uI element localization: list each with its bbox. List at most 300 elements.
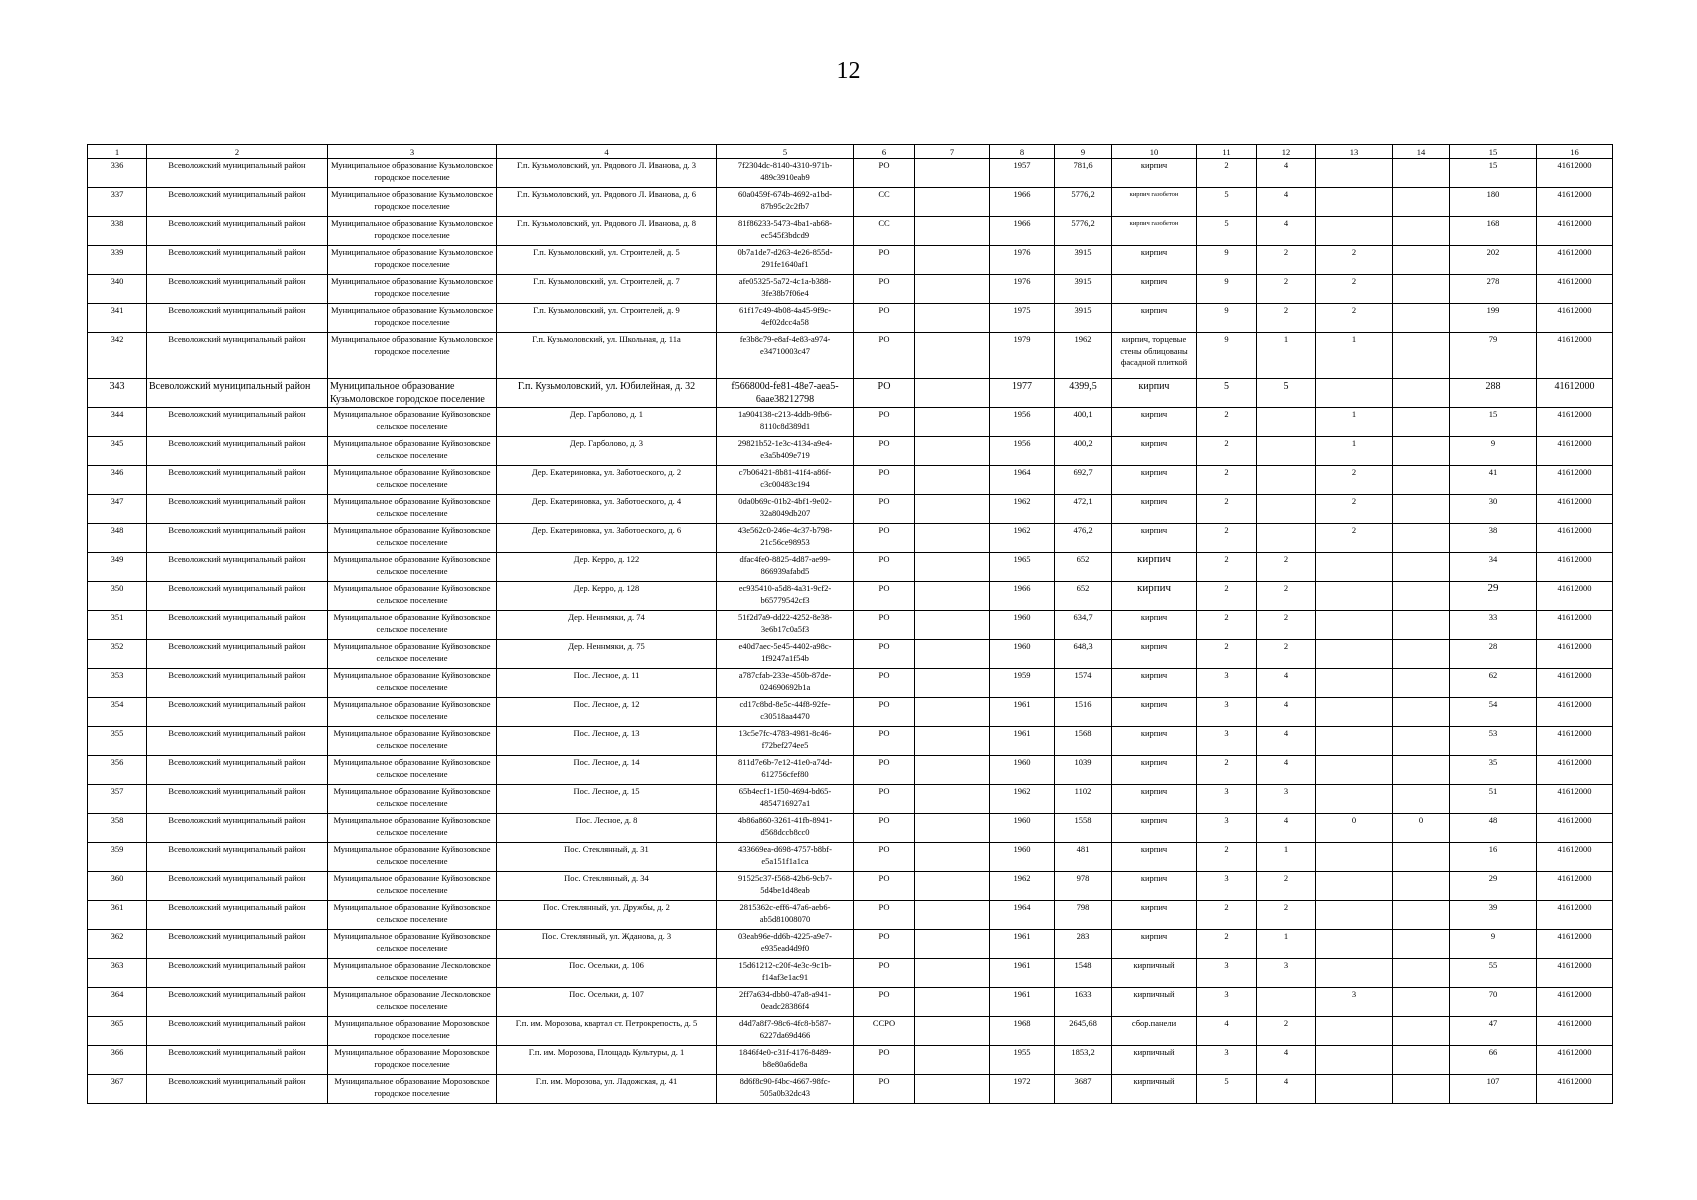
- cell-col-16: 41612000: [1537, 785, 1613, 814]
- cell-col-3: Муниципальное образование Куйвозовское сельское поселение: [328, 756, 497, 785]
- cell-col-11: 9: [1197, 304, 1257, 333]
- cell-col-5: 61f17c49-4b08-4a45-9f9c-4ef02dcc4a58: [717, 304, 854, 333]
- cell-col-6: РО: [854, 814, 915, 843]
- cell-col-5: 2815362c-eff6-47a6-aeb6-ab5d81008070: [717, 901, 854, 930]
- cell-col-7: [915, 275, 990, 304]
- cell-col-10: кирпич: [1112, 930, 1197, 959]
- cell-col-10: кирпич: [1112, 246, 1197, 275]
- cell-col-7: [915, 756, 990, 785]
- cell-col-4: Дер. Неннмяки, д. 74: [497, 611, 717, 640]
- cell-col-16: 41612000: [1537, 553, 1613, 582]
- cell-col-9: 1558: [1055, 814, 1112, 843]
- header-row: [88, 145, 1613, 159]
- cell-col-9: 1548: [1055, 959, 1112, 988]
- cell-col-12: [1257, 524, 1316, 553]
- cell-col-1: 355: [88, 727, 147, 756]
- cell-col-13: [1316, 1075, 1393, 1104]
- cell-col-6: РО: [854, 408, 915, 437]
- cell-col-2: Всеволожский муниципальный район: [147, 756, 328, 785]
- cell-col-16: 41612000: [1537, 159, 1613, 188]
- cell-col-15: 29: [1450, 872, 1537, 901]
- cell-col-6: ССРО: [854, 1017, 915, 1046]
- cell-col-6: РО: [854, 698, 915, 727]
- table-body: [88, 159, 1613, 1104]
- cell-col-2: Всеволожский муниципальный район: [147, 246, 328, 275]
- cell-col-16: 41612000: [1537, 901, 1613, 930]
- cell-col-8: 1972: [990, 1075, 1055, 1104]
- cell-col-1: 337: [88, 188, 147, 217]
- cell-col-12: 4: [1257, 669, 1316, 698]
- cell-col-14: [1393, 466, 1450, 495]
- cell-col-7: [915, 611, 990, 640]
- cell-col-5: 4b86a860-3261-41fb-8941-d568dccb8cc0: [717, 814, 854, 843]
- cell-col-7: [915, 217, 990, 246]
- cell-col-7: [915, 304, 990, 333]
- cell-col-2: Всеволожский муниципальный район: [147, 379, 328, 408]
- cell-col-10: кирпич: [1112, 901, 1197, 930]
- cell-col-1: 342: [88, 333, 147, 379]
- cell-col-13: [1316, 611, 1393, 640]
- cell-col-1: 363: [88, 959, 147, 988]
- cell-col-8: 1962: [990, 872, 1055, 901]
- cell-col-7: [915, 814, 990, 843]
- cell-col-1: 341: [88, 304, 147, 333]
- cell-col-7: [915, 1075, 990, 1104]
- cell-col-14: [1393, 217, 1450, 246]
- table-row: [88, 524, 1613, 553]
- cell-col-15: 9: [1450, 437, 1537, 466]
- cell-col-7: [915, 698, 990, 727]
- cell-col-2: Всеволожский муниципальный район: [147, 640, 328, 669]
- cell-col-4: Дер. Екатериновка, ул. Заботоеского, д. 2: [497, 466, 717, 495]
- cell-col-9: 3915: [1055, 275, 1112, 304]
- cell-col-15: 34: [1450, 553, 1537, 582]
- cell-col-4: Пос. Стеклянный, д. 31: [497, 843, 717, 872]
- table-row: [88, 246, 1613, 275]
- cell-col-9: 978: [1055, 872, 1112, 901]
- table-row: [88, 466, 1613, 495]
- cell-col-14: [1393, 698, 1450, 727]
- cell-col-9: 1574: [1055, 669, 1112, 698]
- cell-col-5: 433669ea-d698-4757-b8bf-e5a151f1a1ca: [717, 843, 854, 872]
- table-row: [88, 159, 1613, 188]
- cell-col-14: [1393, 524, 1450, 553]
- cell-col-3: Муниципальное образование Кузьмоловское городское поселение: [328, 275, 497, 304]
- cell-col-6: РО: [854, 1046, 915, 1075]
- cell-col-16: 41612000: [1537, 988, 1613, 1017]
- cell-col-1: 346: [88, 466, 147, 495]
- cell-col-15: 199: [1450, 304, 1537, 333]
- cell-col-3: Муниципальное образование Куйвозовское сельское поселение: [328, 408, 497, 437]
- cell-col-6: РО: [854, 379, 915, 408]
- table-row: [88, 408, 1613, 437]
- cell-col-7: [915, 727, 990, 756]
- cell-col-6: СС: [854, 217, 915, 246]
- cell-col-7: [915, 408, 990, 437]
- cell-col-6: РО: [854, 727, 915, 756]
- cell-col-11: 2: [1197, 582, 1257, 611]
- cell-col-7: [915, 246, 990, 275]
- cell-col-16: 41612000: [1537, 1017, 1613, 1046]
- cell-col-10: кирпич: [1112, 379, 1197, 408]
- cell-col-3: Муниципальное образование Куйвозовское сельское поселение: [328, 553, 497, 582]
- cell-col-16: 41612000: [1537, 611, 1613, 640]
- cell-col-15: 66: [1450, 1046, 1537, 1075]
- cell-col-4: Дер. Гарболово, д. 3: [497, 437, 717, 466]
- cell-col-13: [1316, 930, 1393, 959]
- cell-col-12: 2: [1257, 1017, 1316, 1046]
- cell-col-14: [1393, 756, 1450, 785]
- cell-col-5: afe05325-5a72-4c1a-b388-3fe38b7f06e4: [717, 275, 854, 304]
- cell-col-12: 2: [1257, 275, 1316, 304]
- cell-col-13: 0: [1316, 814, 1393, 843]
- cell-col-3: Муниципальное образование Куйвозовское сельское поселение: [328, 872, 497, 901]
- cell-col-11: 2: [1197, 495, 1257, 524]
- cell-col-14: [1393, 988, 1450, 1017]
- cell-col-6: РО: [854, 959, 915, 988]
- cell-col-9: 692,7: [1055, 466, 1112, 495]
- cell-col-14: [1393, 785, 1450, 814]
- cell-col-16: 41612000: [1537, 756, 1613, 785]
- cell-col-2: Всеволожский муниципальный район: [147, 437, 328, 466]
- cell-col-14: [1393, 159, 1450, 188]
- cell-col-4: Г.п. им. Морозова, Площадь Культуры, д. 1: [497, 1046, 717, 1075]
- column-header-5: 5: [717, 145, 854, 159]
- cell-col-1: 359: [88, 843, 147, 872]
- cell-col-5: 03eab96e-dd6b-4225-a9e7-e935ead4d9f0: [717, 930, 854, 959]
- cell-col-14: [1393, 437, 1450, 466]
- cell-col-2: Всеволожский муниципальный район: [147, 814, 328, 843]
- cell-col-3: Муниципальное образование Куйвозовское сельское поселение: [328, 495, 497, 524]
- cell-col-13: 2: [1316, 246, 1393, 275]
- cell-col-12: 4: [1257, 698, 1316, 727]
- cell-col-13: [1316, 1017, 1393, 1046]
- cell-col-1: 336: [88, 159, 147, 188]
- cell-col-11: 2: [1197, 159, 1257, 188]
- cell-col-4: Дер. Неннмяки, д. 75: [497, 640, 717, 669]
- cell-col-6: РО: [854, 988, 915, 1017]
- cell-col-11: 4: [1197, 1017, 1257, 1046]
- cell-col-10: кирпичный: [1112, 1046, 1197, 1075]
- cell-col-8: 1961: [990, 698, 1055, 727]
- cell-col-16: 41612000: [1537, 872, 1613, 901]
- cell-col-7: [915, 1046, 990, 1075]
- cell-col-16: 41612000: [1537, 379, 1613, 408]
- cell-col-8: 1966: [990, 217, 1055, 246]
- cell-col-8: 1965: [990, 553, 1055, 582]
- cell-col-11: 2: [1197, 437, 1257, 466]
- cell-col-1: 349: [88, 553, 147, 582]
- table-row: [88, 843, 1613, 872]
- cell-col-11: 2: [1197, 524, 1257, 553]
- table-row: [88, 872, 1613, 901]
- cell-col-2: Всеволожский муниципальный район: [147, 901, 328, 930]
- table-row: [88, 553, 1613, 582]
- cell-col-11: 5: [1197, 217, 1257, 246]
- cell-col-10: сбор.панели: [1112, 1017, 1197, 1046]
- cell-col-11: 3: [1197, 814, 1257, 843]
- cell-col-13: [1316, 379, 1393, 408]
- cell-col-3: Муниципальное образование Кузьмоловское городское поселение: [328, 217, 497, 246]
- cell-col-6: РО: [854, 756, 915, 785]
- cell-col-10: кирпич: [1112, 785, 1197, 814]
- cell-col-11: 3: [1197, 872, 1257, 901]
- cell-col-16: 41612000: [1537, 188, 1613, 217]
- cell-col-10: кирпич: [1112, 275, 1197, 304]
- column-header-9: 9: [1055, 145, 1112, 159]
- cell-col-8: 1966: [990, 582, 1055, 611]
- cell-col-8: 1955: [990, 1046, 1055, 1075]
- cell-col-8: 1960: [990, 814, 1055, 843]
- cell-col-4: Пос. Лесное, д. 13: [497, 727, 717, 756]
- cell-col-14: [1393, 246, 1450, 275]
- column-header-8: 8: [990, 145, 1055, 159]
- cell-col-16: 41612000: [1537, 217, 1613, 246]
- cell-col-4: Г.п. Кузьмоловский, ул. Юбилейная, д. 32: [497, 379, 717, 408]
- cell-col-8: 1961: [990, 988, 1055, 1017]
- cell-col-3: Муниципальное образование Кузьмоловское городское поселение: [328, 304, 497, 333]
- cell-col-2: Всеволожский муниципальный район: [147, 988, 328, 1017]
- cell-col-10: кирпич: [1112, 304, 1197, 333]
- cell-col-12: 2: [1257, 304, 1316, 333]
- cell-col-2: Всеволожский муниципальный район: [147, 553, 328, 582]
- cell-col-9: 400,2: [1055, 437, 1112, 466]
- cell-col-1: 343: [88, 379, 147, 408]
- cell-col-16: 41612000: [1537, 408, 1613, 437]
- cell-col-1: 356: [88, 756, 147, 785]
- table-row: [88, 1075, 1613, 1104]
- cell-col-13: 3: [1316, 988, 1393, 1017]
- cell-col-6: РО: [854, 495, 915, 524]
- cell-col-3: Муниципальное образование Куйвозовское сельское поселение: [328, 524, 497, 553]
- cell-col-3: Муниципальное образование Куйвозовское сельское поселение: [328, 843, 497, 872]
- cell-col-9: 1102: [1055, 785, 1112, 814]
- cell-col-16: 41612000: [1537, 727, 1613, 756]
- cell-col-5: 0b7a1de7-d263-4e26-855d-291fe1640af1: [717, 246, 854, 275]
- cell-col-2: Всеволожский муниципальный район: [147, 524, 328, 553]
- cell-col-3: Муниципальное образование Куйвозовское сельское поселение: [328, 814, 497, 843]
- column-header-15: 15: [1450, 145, 1537, 159]
- cell-col-15: 16: [1450, 843, 1537, 872]
- cell-col-11: 2: [1197, 611, 1257, 640]
- cell-col-3: Муниципальное образование Куйвозовское сельское поселение: [328, 727, 497, 756]
- cell-col-3: Муниципальное образование Куйвозовское сельское поселение: [328, 466, 497, 495]
- cell-col-5: 43e562c0-246e-4c37-b798-21c56ce98953: [717, 524, 854, 553]
- cell-col-5: c7b06421-8b81-41f4-a86f-c3c00483c194: [717, 466, 854, 495]
- cell-col-4: Г.п. Кузьмоловский, ул. Строителей, д. 9: [497, 304, 717, 333]
- cell-col-15: 70: [1450, 988, 1537, 1017]
- cell-col-5: f566800d-fe81-48e7-aea5-6aae38212798: [717, 379, 854, 408]
- cell-col-16: 41612000: [1537, 1046, 1613, 1075]
- cell-col-8: 1959: [990, 669, 1055, 698]
- cell-col-9: 400,1: [1055, 408, 1112, 437]
- table-row: [88, 304, 1613, 333]
- table-row: [88, 930, 1613, 959]
- cell-col-16: 41612000: [1537, 843, 1613, 872]
- cell-col-16: 41612000: [1537, 1075, 1613, 1104]
- cell-col-1: 367: [88, 1075, 147, 1104]
- cell-col-9: 2645,68: [1055, 1017, 1112, 1046]
- cell-col-12: 4: [1257, 814, 1316, 843]
- cell-col-12: 2: [1257, 872, 1316, 901]
- cell-col-9: 798: [1055, 901, 1112, 930]
- cell-col-10: кирпич: [1112, 553, 1197, 582]
- cell-col-8: 1960: [990, 756, 1055, 785]
- cell-col-12: 1: [1257, 333, 1316, 379]
- cell-col-3: Муниципальное образование Морозовское городское поселение: [328, 1017, 497, 1046]
- cell-col-2: Всеволожский муниципальный район: [147, 408, 328, 437]
- cell-col-15: 28: [1450, 640, 1537, 669]
- cell-col-7: [915, 959, 990, 988]
- cell-col-10: кирпич, торцевые стены облицованы фасадной плиткой: [1112, 333, 1197, 379]
- cell-col-3: Муниципальное образование Куйвозовское сельское поселение: [328, 611, 497, 640]
- cell-col-8: 1961: [990, 727, 1055, 756]
- cell-col-12: 4: [1257, 727, 1316, 756]
- cell-col-16: 41612000: [1537, 437, 1613, 466]
- cell-col-11: 2: [1197, 553, 1257, 582]
- cell-col-4: Г.п. Кузьмоловский, ул. Строителей, д. 5: [497, 246, 717, 275]
- cell-col-16: 41612000: [1537, 930, 1613, 959]
- cell-col-2: Всеволожский муниципальный район: [147, 1046, 328, 1075]
- column-header-14: 14: [1393, 145, 1450, 159]
- cell-col-16: 41612000: [1537, 640, 1613, 669]
- cell-col-12: 2: [1257, 582, 1316, 611]
- cell-col-15: 48: [1450, 814, 1537, 843]
- cell-col-1: 360: [88, 872, 147, 901]
- cell-col-9: 481: [1055, 843, 1112, 872]
- cell-col-9: 3687: [1055, 1075, 1112, 1104]
- cell-col-14: [1393, 304, 1450, 333]
- cell-col-7: [915, 901, 990, 930]
- cell-col-11: 2: [1197, 901, 1257, 930]
- cell-col-14: [1393, 408, 1450, 437]
- cell-col-11: 3: [1197, 698, 1257, 727]
- cell-col-2: Всеволожский муниципальный район: [147, 785, 328, 814]
- cell-col-6: РО: [854, 466, 915, 495]
- table-row: [88, 988, 1613, 1017]
- cell-col-13: [1316, 640, 1393, 669]
- cell-col-3: Муниципальное образование Кузьмоловское городское поселение: [328, 333, 497, 379]
- cell-col-8: 1975: [990, 304, 1055, 333]
- cell-col-9: 3915: [1055, 304, 1112, 333]
- cell-col-13: [1316, 188, 1393, 217]
- cell-col-14: [1393, 1075, 1450, 1104]
- cell-col-3: Муниципальное образование Кузьмоловское городское поселение: [328, 188, 497, 217]
- cell-col-15: 9: [1450, 930, 1537, 959]
- cell-col-6: РО: [854, 611, 915, 640]
- table-row: [88, 901, 1613, 930]
- cell-col-13: 1: [1316, 437, 1393, 466]
- table-row: [88, 1017, 1613, 1046]
- cell-col-14: [1393, 901, 1450, 930]
- table-row: [88, 1046, 1613, 1075]
- cell-col-11: 9: [1197, 333, 1257, 379]
- cell-col-4: Пос. Осельки, д. 107: [497, 988, 717, 1017]
- cell-col-11: 5: [1197, 188, 1257, 217]
- cell-col-9: 634,7: [1055, 611, 1112, 640]
- cell-col-5: 7f2304dc-8140-4310-971b-489c3910eab9: [717, 159, 854, 188]
- cell-col-8: 1966: [990, 188, 1055, 217]
- cell-col-15: 41: [1450, 466, 1537, 495]
- cell-col-6: РО: [854, 437, 915, 466]
- cell-col-1: 358: [88, 814, 147, 843]
- cell-col-8: 1961: [990, 959, 1055, 988]
- cell-col-5: fe3b8c79-e8af-4e83-a974-e34710003c47: [717, 333, 854, 379]
- cell-col-4: Пос. Лесное, д. 11: [497, 669, 717, 698]
- cell-col-10: кирпич газобетон: [1112, 217, 1197, 246]
- cell-col-7: [915, 379, 990, 408]
- cell-col-5: 15d61212-c20f-4e3c-9c1b-f14af3e1ac91: [717, 959, 854, 988]
- cell-col-4: Дер. Екатериновка, ул. Заботоеского, д. 4: [497, 495, 717, 524]
- cell-col-1: 345: [88, 437, 147, 466]
- cell-col-15: 15: [1450, 159, 1537, 188]
- cell-col-13: [1316, 727, 1393, 756]
- page-number: 12: [836, 58, 861, 84]
- cell-col-9: 3915: [1055, 246, 1112, 275]
- cell-col-16: 41612000: [1537, 246, 1613, 275]
- cell-col-14: [1393, 553, 1450, 582]
- cell-col-11: 2: [1197, 756, 1257, 785]
- cell-col-3: Муниципальное образование Куйвозовское сельское поселение: [328, 930, 497, 959]
- cell-col-6: РО: [854, 304, 915, 333]
- cell-col-14: [1393, 930, 1450, 959]
- cell-col-15: 180: [1450, 188, 1537, 217]
- cell-col-11: 3: [1197, 1046, 1257, 1075]
- cell-col-10: кирпич: [1112, 408, 1197, 437]
- cell-col-5: 0da0b69c-01b2-4bf1-9e02-32a8049db207: [717, 495, 854, 524]
- cell-col-10: кирпич: [1112, 843, 1197, 872]
- table-row: [88, 727, 1613, 756]
- cell-col-14: [1393, 959, 1450, 988]
- cell-col-14: 0: [1393, 814, 1450, 843]
- cell-col-11: 2: [1197, 930, 1257, 959]
- cell-col-10: кирпич: [1112, 640, 1197, 669]
- cell-col-1: 361: [88, 901, 147, 930]
- cell-col-5: 65b4ecf1-1f50-4694-bd65-4854716927a1: [717, 785, 854, 814]
- cell-col-1: 362: [88, 930, 147, 959]
- cell-col-13: [1316, 553, 1393, 582]
- table-header: [88, 145, 1613, 159]
- cell-col-3: Муниципальное образование Лесколовское сельское поселение: [328, 988, 497, 1017]
- cell-col-5: 2ff7a634-dbb0-47a8-a941-0eadc28386f4: [717, 988, 854, 1017]
- cell-col-12: 2: [1257, 246, 1316, 275]
- column-header-7: 7: [915, 145, 990, 159]
- cell-col-13: [1316, 159, 1393, 188]
- table-row: [88, 959, 1613, 988]
- cell-col-12: 4: [1257, 188, 1316, 217]
- cell-col-16: 41612000: [1537, 582, 1613, 611]
- cell-col-2: Всеволожский муниципальный район: [147, 872, 328, 901]
- cell-col-15: 288: [1450, 379, 1537, 408]
- cell-col-11: 5: [1197, 1075, 1257, 1104]
- cell-col-7: [915, 640, 990, 669]
- cell-col-10: кирпич газобетон: [1112, 188, 1197, 217]
- cell-col-2: Всеволожский муниципальный район: [147, 669, 328, 698]
- cell-col-3: Муниципальное образование Лесколовское сельское поселение: [328, 959, 497, 988]
- cell-col-8: 1976: [990, 246, 1055, 275]
- cell-col-5: 81f86233-5473-4ba1-ab68-ec545f3bdcd9: [717, 217, 854, 246]
- cell-col-8: 1960: [990, 611, 1055, 640]
- cell-col-3: Муниципальное образование Кузьмоловское городское поселение: [328, 379, 497, 408]
- cell-col-15: 55: [1450, 959, 1537, 988]
- cell-col-14: [1393, 333, 1450, 379]
- cell-col-1: 344: [88, 408, 147, 437]
- cell-col-16: 41612000: [1537, 333, 1613, 379]
- column-header-1: 1: [88, 145, 147, 159]
- cell-col-9: 472,1: [1055, 495, 1112, 524]
- cell-col-13: 2: [1316, 466, 1393, 495]
- cell-col-15: 79: [1450, 333, 1537, 379]
